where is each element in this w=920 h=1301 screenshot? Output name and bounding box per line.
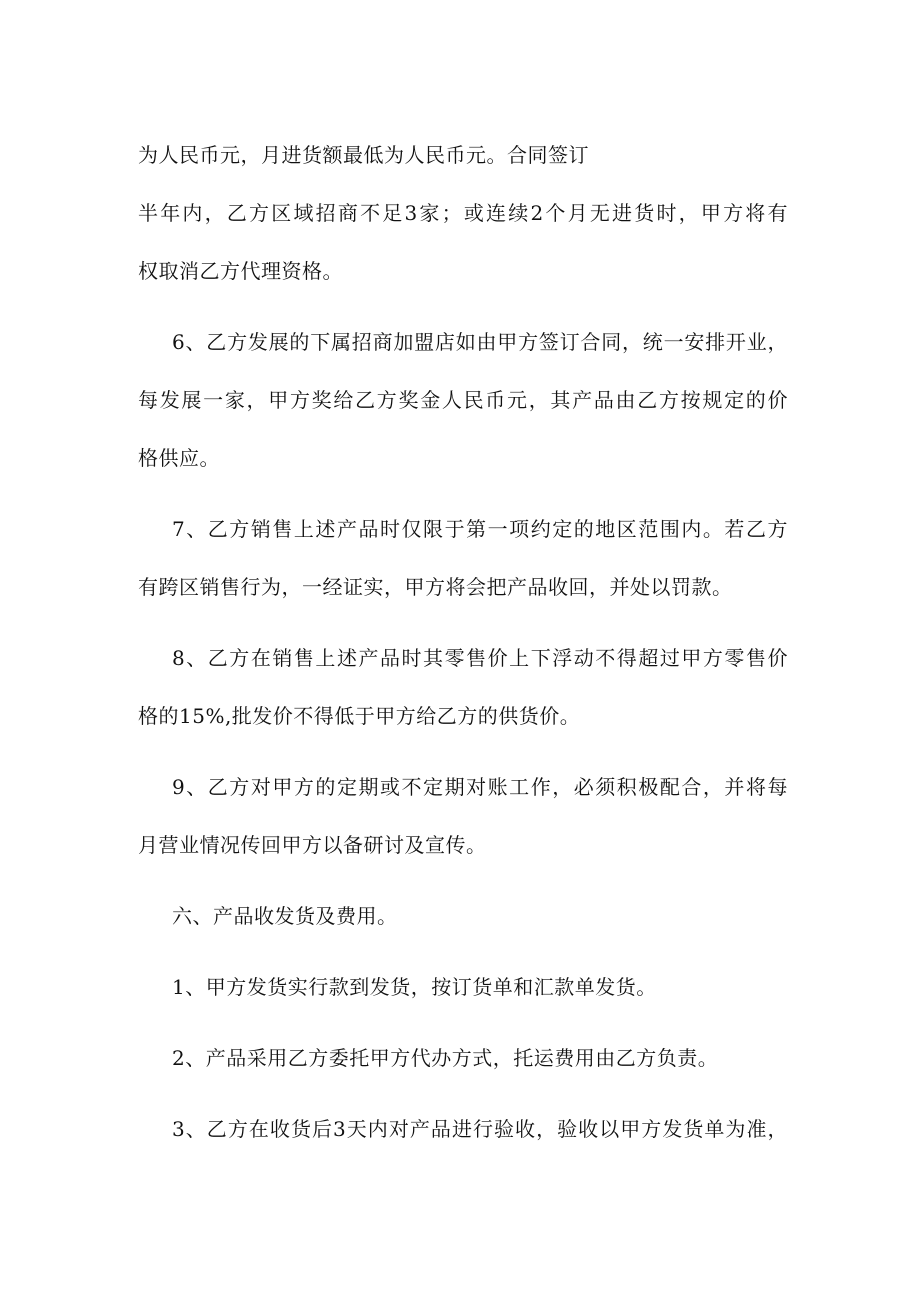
section-heading: 六、产品收发货及费用。 <box>172 904 398 928</box>
text-line: 有跨区销售行为，一经证实，甲方将会把产品收回，并处以罚款。 <box>138 575 733 599</box>
text-line: 3、乙方在收货后3天内对产品进行验收，验收以甲方发货单为准， <box>172 1117 788 1141</box>
text-line: 半年内，乙方区域招商不足3家；或连续2个月无进货时，甲方将有 <box>138 201 788 225</box>
text-line: 格的15%,批发价不得低于甲方给乙方的供货价。 <box>138 704 581 728</box>
text-line: 每发展一家，甲方奖给乙方奖金人民币元，其产品由乙方按规定的价 <box>138 388 788 412</box>
text-line: 6、乙方发展的下属招商加盟店如由甲方签订合同，统一安排开业， <box>172 330 788 354</box>
text-line: 为人民币元，月进货额最低为人民币元。合同签订 <box>138 143 589 167</box>
text-line: 1、甲方发货实行款到发货，按订货单和汇款单发货。 <box>172 975 657 999</box>
text-line: 2、产品采用乙方委托甲方代办方式，托运费用由乙方负责。 <box>172 1046 719 1070</box>
text-line: 权取消乙方代理资格。 <box>138 259 343 283</box>
text-line: 9、乙方对甲方的定期或不定期对账工作，必须积极配合，并将每 <box>172 775 788 799</box>
text-line: 月营业情况传回甲方以备研讨及宣传。 <box>138 833 487 857</box>
text-line: 7、乙方销售上述产品时仅限于第一项约定的地区范围内。若乙方 <box>172 517 788 541</box>
text-line: 8、乙方在销售上述产品时其零售价上下浮动不得超过甲方零售价 <box>172 646 788 670</box>
text-line: 格供应。 <box>138 446 220 470</box>
